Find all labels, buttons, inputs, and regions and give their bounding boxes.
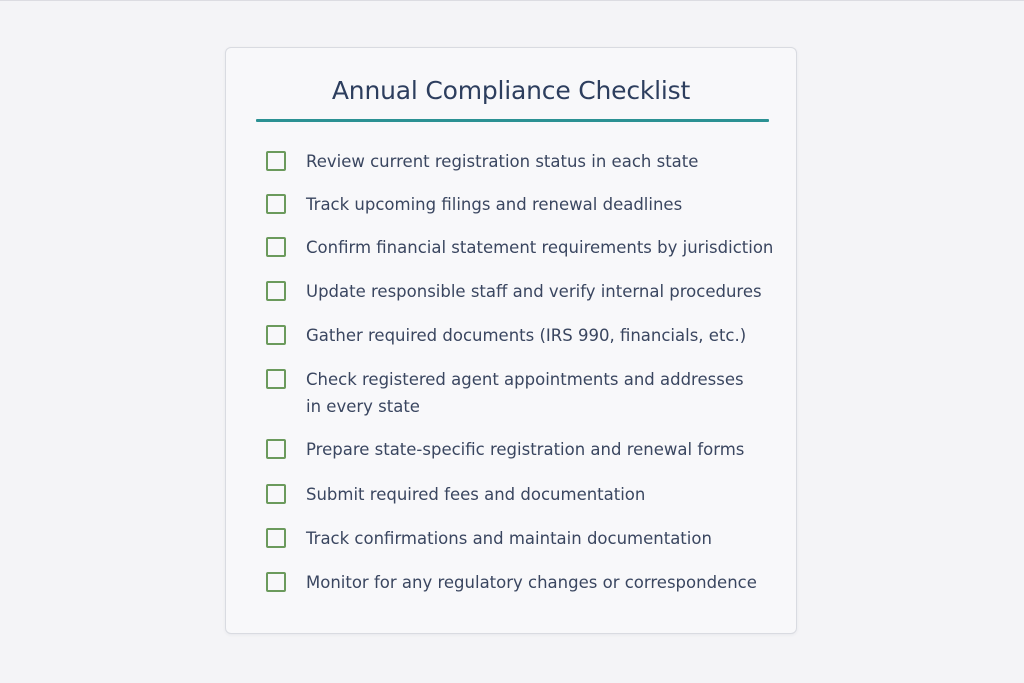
checkbox[interactable] — [266, 237, 286, 257]
checkbox[interactable] — [266, 151, 286, 171]
top-divider — [0, 0, 1024, 1]
checkbox[interactable] — [266, 281, 286, 301]
checklist-title: Annual Compliance Checklist — [331, 76, 691, 105]
checklist-item-label: Check registered agent appointments and addresses in every state — [306, 370, 744, 416]
checklist-item-label: Track confirmations and maintain documentation — [306, 529, 712, 548]
checklist-item-label: Track upcoming filings and renewal deadlines — [306, 195, 683, 214]
checklist-item-label: Gather required documents (IRS 990, financials, etc.) — [306, 326, 747, 345]
checkbox[interactable] — [266, 194, 286, 214]
checklist-item-label: Monitor for any regulatory changes or correspondence — [306, 573, 757, 592]
checkbox[interactable] — [266, 572, 286, 592]
checklist-item-label: Update responsible staff and verify internal procedures — [306, 282, 762, 301]
checkbox[interactable] — [266, 528, 286, 548]
checkbox[interactable] — [266, 369, 286, 389]
checklist-item-label: Prepare state-specific registration and renewal forms — [306, 440, 745, 459]
checklist-item-label: Submit required fees and documentation — [306, 485, 646, 504]
checklist-item-label: Confirm financial statement requirements by jurisdiction — [306, 238, 774, 257]
checkbox[interactable] — [266, 439, 286, 459]
title-underline — [256, 119, 769, 122]
checkbox[interactable] — [266, 325, 286, 345]
checkbox[interactable] — [266, 484, 286, 504]
checklist-card — [225, 47, 797, 634]
checklist-item-label: Review current registration status in each state — [306, 152, 699, 171]
